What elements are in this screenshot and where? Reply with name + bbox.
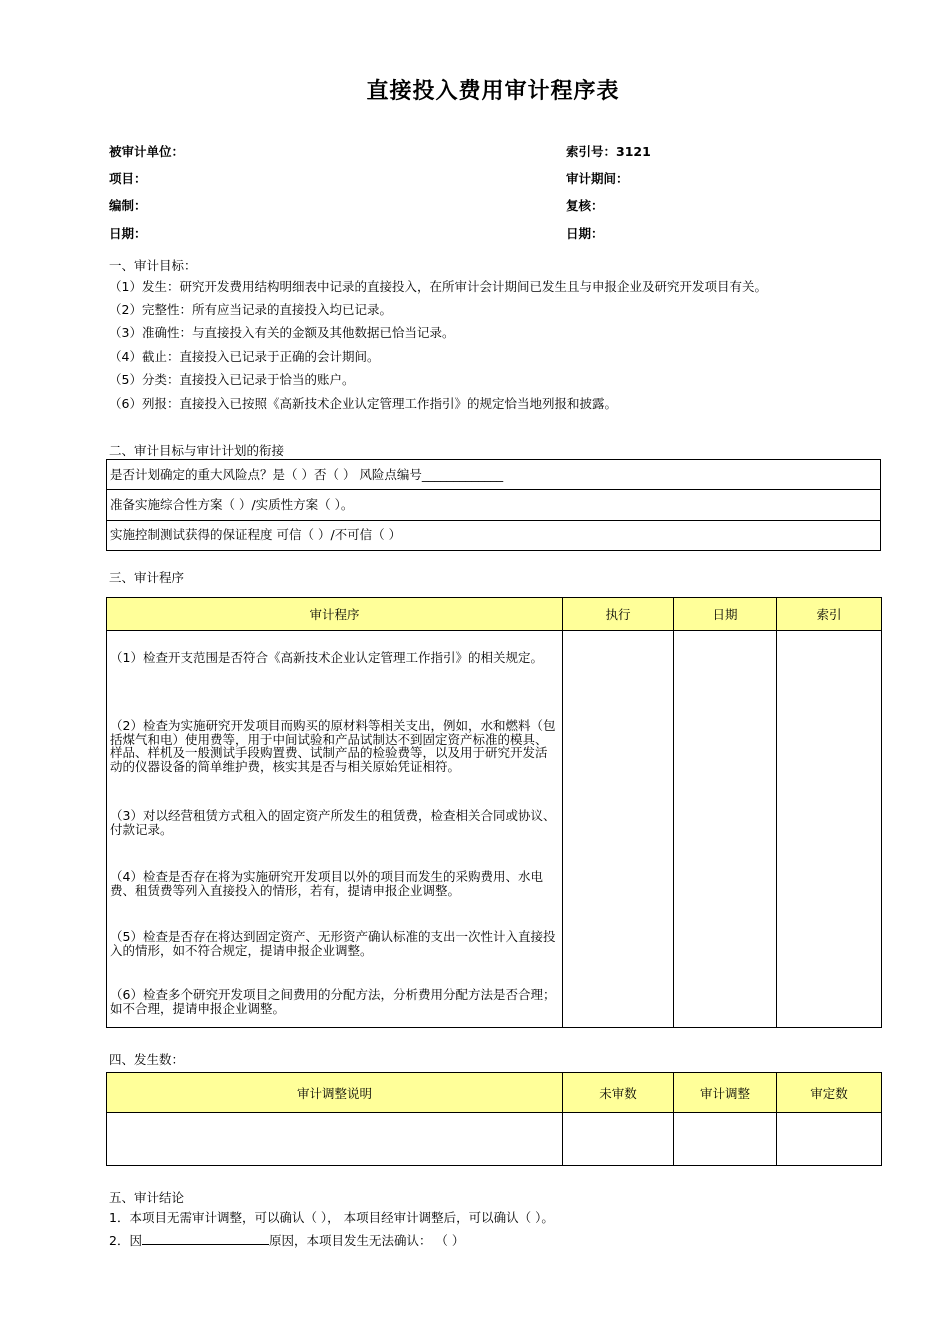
conclusion-line-2-prefix: 2．因 [109, 1233, 142, 1248]
plan-assurance-row: 实施控制测试获得的保证程度 可信（ ）/不可信（ ） [106, 520, 881, 551]
audit-period-label: 审计期间： [566, 171, 629, 186]
procedure-list-cell [107, 631, 563, 1028]
col-header-audit-adjustment: 审计调整 [674, 1073, 777, 1113]
col-header-procedure: 审计程序 [107, 598, 563, 631]
reason-blank[interactable] [142, 1232, 269, 1245]
col-header-index: 索引 [777, 598, 882, 631]
col-header-unaudited: 未审数 [563, 1073, 674, 1113]
project-label: 项目： [109, 171, 147, 186]
prepared-by-label: 编制： [109, 198, 147, 213]
objective-item: （6）列报：直接投入已按照《高新技术企业认定管理工作指引》的规定恰当地列报和披露。 [109, 396, 617, 411]
objective-item: （3）准确性：与直接投入有关的金额及其他数据已恰当记录。 [109, 325, 455, 340]
amounts-heading: 四、发生数： [109, 1052, 185, 1067]
conclusion-heading: 五、审计结论 [109, 1190, 185, 1205]
col-header-execution: 执行 [563, 598, 674, 631]
conclusion-line-2-suffix: 原因，本项目发生无法确认： （ ） [268, 1233, 465, 1248]
plan-heading: 二、审计目标与审计计划的衔接 [109, 443, 285, 458]
index-cell[interactable] [777, 631, 882, 1028]
objective-item: （1）发生：研究开发费用结构明细表中记录的直接投入，在所审计会计期间已发生且与申报企业及研究开发项目有关。 [109, 279, 767, 294]
objective-item: （5）分类：直接投入已记录于恰当的账户。 [109, 372, 355, 387]
conclusion-line-2 [109, 1231, 464, 1249]
objective-item: （4）截止：直接投入已记录于正确的会计期间。 [109, 349, 380, 364]
date-label-left: 日期： [109, 226, 147, 241]
procedure-item: （4）检查是否存在将为实施研究开发项目以外的项目而发生的采购费用、水电费、租赁费等列入直接投入的情形，若有，提请申报企业调整。 [110, 869, 543, 898]
col-header-adjustment-note: 审计调整说明 [107, 1073, 563, 1113]
unaudited-cell[interactable] [563, 1113, 674, 1166]
col-header-date: 日期 [674, 598, 777, 631]
execution-cell[interactable] [563, 631, 674, 1028]
procedure-item: （1）检查开支范围是否符合《高新技术企业认定管理工作指引》的相关规定。 [110, 650, 543, 665]
date-cell[interactable] [674, 631, 777, 1028]
audit-adjustment-cell[interactable] [674, 1113, 777, 1166]
procedures-heading: 三、审计程序 [109, 570, 185, 585]
procedure-item: （5）检查是否存在将达到固定资产、无形资产确认标准的支出一次性计入直接投入的情形，如不符合规定，提请申报企业调整。 [110, 929, 556, 958]
plan-risk-row: 是否计划确定的重大风险点？是（ ）否（ ） 风险点编号_____________ [106, 459, 881, 490]
index-number: 索引号：3121 [566, 144, 651, 159]
objectives-heading: 一、审计目标： [109, 258, 197, 273]
adjustment-note-cell[interactable] [107, 1113, 563, 1166]
audited-unit-label: 被审计单位： [109, 144, 185, 159]
audited-cell[interactable] [777, 1113, 882, 1166]
objective-item: （2）完整性：所有应当记录的直接投入均已记录。 [109, 302, 392, 317]
procedure-item: （6）检查多个研究开发项目之间费用的分配方法，分析费用分配方法是否合理；如不合理，提请申报企业调整。 [110, 987, 556, 1016]
procedure-item: （2）检查为实施研究开发项目而购买的原材料等相关支出，例如，水和燃料（包括煤气和电）使用费等，用于中间试验和产品试制达不到固定资产标准的模具、样品、样机及一般测试手段购置费、试制产品的检验费等，以及用于研究开发活动的仪器设备的简单维护费，核实其是否与相关原始凭证相符。 [110, 718, 556, 774]
plan-scheme-row: 准备实施综合性方案（ ）/实质性方案（ ）。 [106, 490, 881, 521]
date-label-right: 日期： [566, 226, 604, 241]
col-header-audited: 审定数 [777, 1073, 882, 1113]
procedure-item: （3）对以经营租赁方式租入的固定资产所发生的租赁费，检查相关合同或协议、付款记录。 [110, 808, 556, 837]
procedures-table [106, 597, 882, 1028]
amounts-table [106, 1072, 882, 1166]
reviewed-by-label: 复核： [566, 198, 604, 213]
conclusion-line-1: 1．本项目无需审计调整，可以确认（ ）， 本项目经审计调整后，可以确认（ ）。 [109, 1210, 554, 1225]
page-title: 直接投入费用审计程序表 [366, 79, 620, 104]
